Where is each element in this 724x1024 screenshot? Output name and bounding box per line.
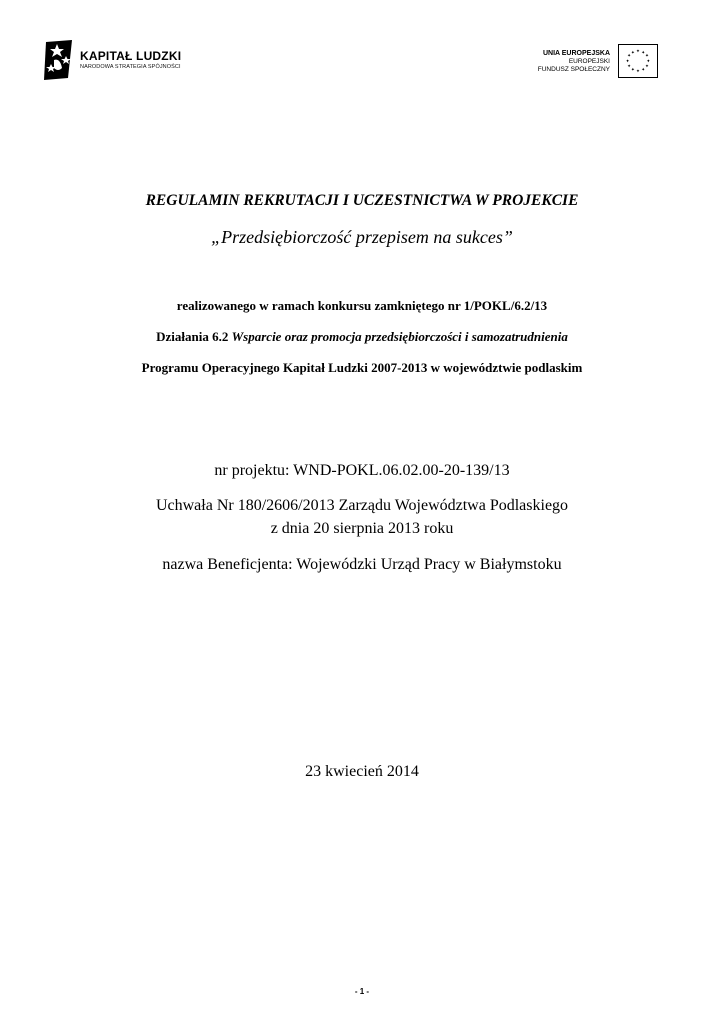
- svg-text:✦: ✦: [627, 64, 632, 70]
- eu-logo-line2: EUROPEJSKI: [568, 57, 610, 65]
- programme-line: Programu Operacyjnego Kapitał Ludzki 2007-2013 w województwie podlaskim: [141, 360, 583, 375]
- svg-text:✦: ✦: [644, 64, 649, 70]
- project-name: „Przedsiębiorczość przepisem na sukces”: [211, 227, 513, 247]
- svg-text:✦: ✦: [630, 50, 635, 56]
- svg-text:✦: ✦: [636, 49, 640, 55]
- svg-text:✦: ✦: [630, 67, 635, 73]
- kapital-ludzki-logo: [42, 38, 181, 82]
- eu-flag-icon: [618, 44, 658, 78]
- measure-line: [0, 329, 724, 345]
- page-number: - 1 -: [354, 987, 370, 996]
- document-title: REGULAMIN REKRUTACJI I UCZESTNICTWA W PROJEKCIE: [145, 192, 579, 209]
- resolution: Uchwała Nr 180/2606/2013 Zarządu Województwa Podlaskiego: [155, 497, 569, 514]
- project-number: nr projektu: WND-POKL.06.02.00-20-139/13: [214, 462, 510, 479]
- eu-logo-line1: UNIA EUROPEJSKA: [542, 49, 610, 57]
- measure-title: Wsparcie oraz promocja przedsiębiorczości i samozatrudnienia: [231, 329, 568, 344]
- svg-text:✦: ✦: [627, 54, 632, 60]
- svg-text:✦: ✦: [646, 59, 651, 65]
- svg-text:✦: ✦: [641, 67, 646, 73]
- svg-text:✦: ✦: [636, 69, 640, 75]
- resolution-date: z dnia 20 sierpnia 2013 roku: [270, 520, 454, 537]
- logo-brand-text: KAPITAŁ LUDZKI: [80, 49, 182, 63]
- kapital-ludzki-emblem-icon: [42, 38, 76, 82]
- eu-logo: [538, 44, 658, 78]
- svg-text:✦: ✦: [641, 50, 646, 56]
- eu-logo-line3: FUNDUSZ SPOŁECZNY: [537, 65, 610, 73]
- competition-line: realizowanego w ramach konkursu zamkniętego nr 1/POKL/6.2/13: [176, 298, 548, 313]
- svg-text:✦: ✦: [625, 59, 630, 65]
- logo-subtitle-text: NARODOWA STRATEGIA SPÓJNOŚCI: [80, 64, 181, 70]
- svg-text:✦: ✦: [644, 54, 649, 60]
- document-date: 23 kwiecień 2014: [305, 763, 419, 780]
- measure-label: Działania 6.2: [156, 329, 232, 344]
- beneficiary: nazwa Beneficjenta: Wojewódzki Urząd Pracy w Białymstoku: [162, 556, 562, 573]
